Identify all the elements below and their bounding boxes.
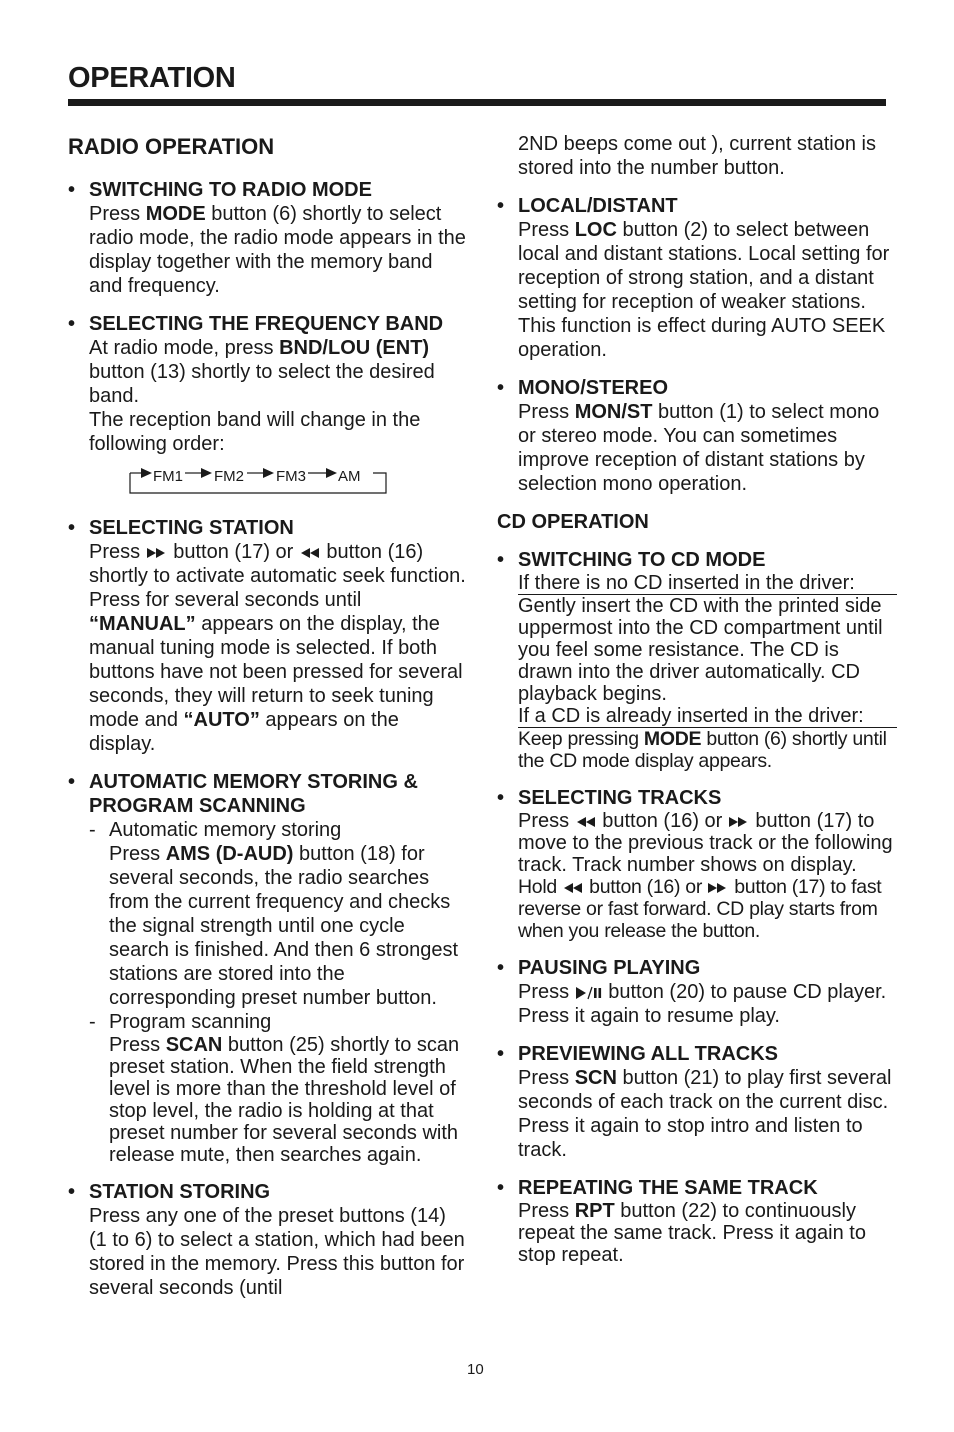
rewind-icon: [575, 816, 597, 828]
bullet: •: [497, 377, 505, 399]
item-title: SELECTING THE FREQUENCY BAND: [89, 313, 444, 335]
ams-sub-scanning: - Program scanning Press SCAN button (25) shortly to scan preset station. When the field strength level is more than the threshold level of stop level, the radio is holding at that preset number for several seconds with release mute, then searches again.: [89, 1010, 468, 1166]
sub-text: Press AMS (D-AUD) button (18) for several seconds, the radio searches from the current frequency and checks the signal strength until one cycle search is finished. And then 6 strongest stations are stored into the corresponding preset number button.: [109, 843, 459, 1009]
band-order-diagram: [127, 462, 387, 502]
item-text: Press RPT button (22) to continuously repeat the same track. Press it again to stop repeat.: [518, 1200, 866, 1266]
radio-band-item: [68, 312, 468, 502]
cd-operation-heading: CD OPERATION: [497, 511, 649, 533]
item-text: Press button (20) to pause CD player. Press it again to resume play.: [518, 981, 887, 1027]
item-title: PREVIEWING ALL TRACKS: [518, 1043, 779, 1065]
radio-mono-item: [497, 376, 897, 496]
item-title: AUTOMATIC MEMORY STORING & PROGRAM SCANNING: [89, 771, 418, 817]
cd-preview-item: [497, 1042, 897, 1162]
item-text: Press button (17) or button (16) shortly to activate automatic seek function. Press for several seconds until “MANUAL” appears on the display, the manual tuning mode is selected. If both buttons have not been pressed for several seconds, they will return to seek tuning mode and “AUTO” appears on the display.: [89, 541, 466, 755]
ams-sub-memory: - Automatic memory storing Press AMS (D-AUD) button (18) for several seconds, the radio searches from the current frequency and checks the signal strength until one cycle search is finished. And then 6 strongest stations are stored into the corresponding preset number button.: [89, 818, 468, 1010]
sub-text: Press SCAN button (25) shortly to scan preset station. When the field strength level is more than the threshold level of stop level, the radio is holding at that preset number for several seconds with release mute, then searches again.: [109, 1034, 460, 1166]
item-title: SELECTING STATION: [89, 517, 294, 539]
bullet: •: [68, 179, 76, 201]
item-text: 2ND beeps come out ), current station is stored into the number button.: [518, 133, 876, 179]
fast-forward-icon: [728, 816, 750, 828]
bullet: •: [68, 771, 76, 793]
item-text: Press MON/ST button (1) to select mono or stereo mode. You can sometimes improve reception of distant stations by selection mono operation.: [518, 401, 880, 495]
item-title: SELECTING TRACKS: [518, 787, 722, 809]
item-text: Keep pressing MODE button (6) shortly until the CD mode display appears.: [518, 728, 887, 772]
item-title: SWITCHING TO RADIO MODE: [89, 179, 372, 201]
item-text: Gently insert the CD with the printed side uppermost into the CD compartment until you feel some resistance. The CD is drawn into the driver automatically. CD playback begins.: [518, 595, 883, 705]
fast-forward-icon: [707, 882, 729, 894]
bullet: •: [497, 787, 505, 809]
page-title: OPERATION: [68, 62, 236, 94]
cd-switching-item: [497, 548, 897, 772]
item-text: At radio mode, press BND/LOU (ENT) button (13) shortly to select the desired band.: [89, 337, 435, 407]
cd-pause-item: [497, 956, 897, 1028]
bullet: •: [497, 195, 505, 217]
page-number: 10: [467, 1361, 484, 1378]
band-fm1: FM1: [153, 468, 183, 485]
left-column: [68, 132, 468, 1314]
item-text: Press SCN button (21) to play first several seconds of each track on the current disc. Press it again to stop intro and listen to track.: [518, 1067, 892, 1161]
underlined-condition: If a CD is already inserted in the driver:: [518, 705, 897, 728]
bullet: •: [497, 1043, 505, 1065]
item-text: Press LOC button (2) to select between local and distant stations. Local setting for reception of strong station, and a distant setting for reception of weaker stations. This function is effect during AUTO SEEK operation.: [518, 219, 890, 361]
bullet: •: [68, 313, 76, 335]
radio-ams-item: [68, 770, 468, 1166]
bullet: •: [68, 1181, 76, 1203]
item-title: MONO/STEREO: [518, 377, 669, 399]
rewind-icon: [562, 882, 584, 894]
fast-forward-icon: [146, 547, 168, 559]
band-fm2: FM2: [214, 468, 244, 485]
item-title: SWITCHING TO CD MODE: [518, 549, 766, 571]
item-text: Hold button (16) or button (17) to fast reverse or fast forward. CD play starts from when you release the button.: [518, 876, 882, 942]
item-title: STATION STORING: [89, 1181, 271, 1203]
bullet: •: [68, 517, 76, 539]
item-text: The reception band will change in the following order:: [89, 409, 421, 455]
item-text: Press button (16) or button (17) to move to the previous track or the following track. Track number shows on display.: [518, 810, 893, 876]
underlined-condition: If there is no CD inserted in the driver:: [518, 572, 897, 595]
radio-station-item: [68, 516, 468, 756]
radio-switching-item: [68, 178, 468, 298]
bullet: •: [497, 1177, 505, 1199]
play-pause-icon: [575, 986, 603, 1000]
item-title: REPEATING THE SAME TRACK: [518, 1177, 818, 1199]
band-fm3: FM3: [276, 468, 306, 485]
right-column: [497, 132, 897, 1280]
radio-storing-item: [68, 1180, 468, 1300]
item-text: Press any one of the preset buttons (14) (1 to 6) to select a station, which had been stored in the memory. Press this button for several seconds (until: [89, 1205, 465, 1299]
rewind-icon: [299, 547, 321, 559]
item-title: LOCAL/DISTANT: [518, 195, 678, 217]
radio-storing-continued: [497, 132, 897, 180]
radio-operation-heading: RADIO OPERATION: [68, 134, 275, 159]
radio-local-item: [497, 194, 897, 362]
sub-title: Program scanning: [109, 1011, 272, 1033]
title-rule: [68, 99, 886, 106]
band-am: AM: [338, 468, 361, 485]
item-title: PAUSING PLAYING: [518, 957, 701, 979]
bullet: •: [497, 957, 505, 979]
cd-tracks-item: [497, 786, 897, 942]
bullet: •: [497, 549, 505, 571]
item-text: Press MODE button (6) shortly to select radio mode, the radio mode appears in the display together with the memory band and frequency.: [89, 203, 466, 297]
cd-repeat-item: [497, 1176, 897, 1266]
sub-title: Automatic memory storing: [109, 819, 342, 841]
